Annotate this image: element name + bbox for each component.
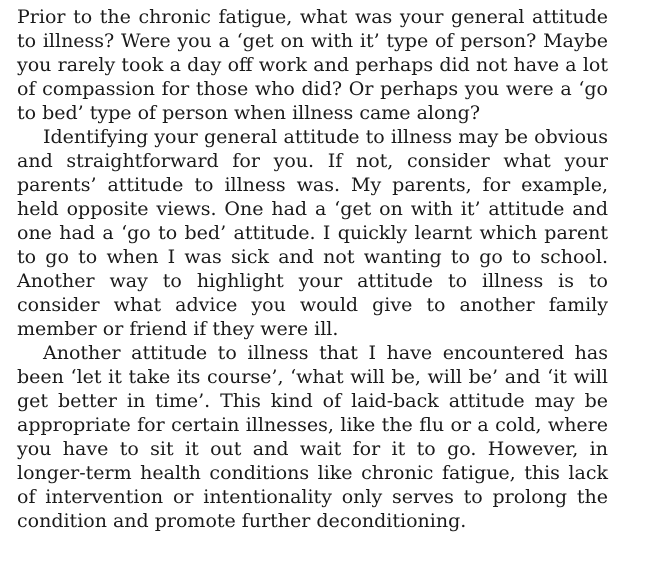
paragraph-1: Prior to the chronic fatigue, what was your general attitude to illness? Were you a ‘get on with it’ type of person? Maybe you rarely took a day off work and perhaps did not have a lot of compassion for those who did? Or perhaps you were a ‘go to bed’ type of person when illness came along?	[17, 6, 608, 124]
paragraph-3: Another attitude to illness that I have encountered has been ‘let it take its course’, ‘what will be, will be’ and ‘it will get better in time’. This kind of laid-back attitude may be appropriate for certain illnesses, like the flu or a cold, where you have to sit it out and wait for it to go. However, in longer-term health conditions like chronic fatigue, this lack of intervention or intentionality only serves to prolong the condition and promote further deconditioning.	[17, 342, 608, 532]
paragraph-2: Identifying your general attitude to illness may be obvious and straightforward for you. If not, consider what your parents’ attitude to illness was. My parents, for example, held opposite views. One had a ‘get on with it’ attitude and one had a ‘go to bed’ attitude. I quickly learnt which parent to go to when I was sick and not wanting to go to school. Another way to highlight your attitude to illness is to consider what advice you would give to another family member or friend if they were ill.	[17, 126, 608, 340]
